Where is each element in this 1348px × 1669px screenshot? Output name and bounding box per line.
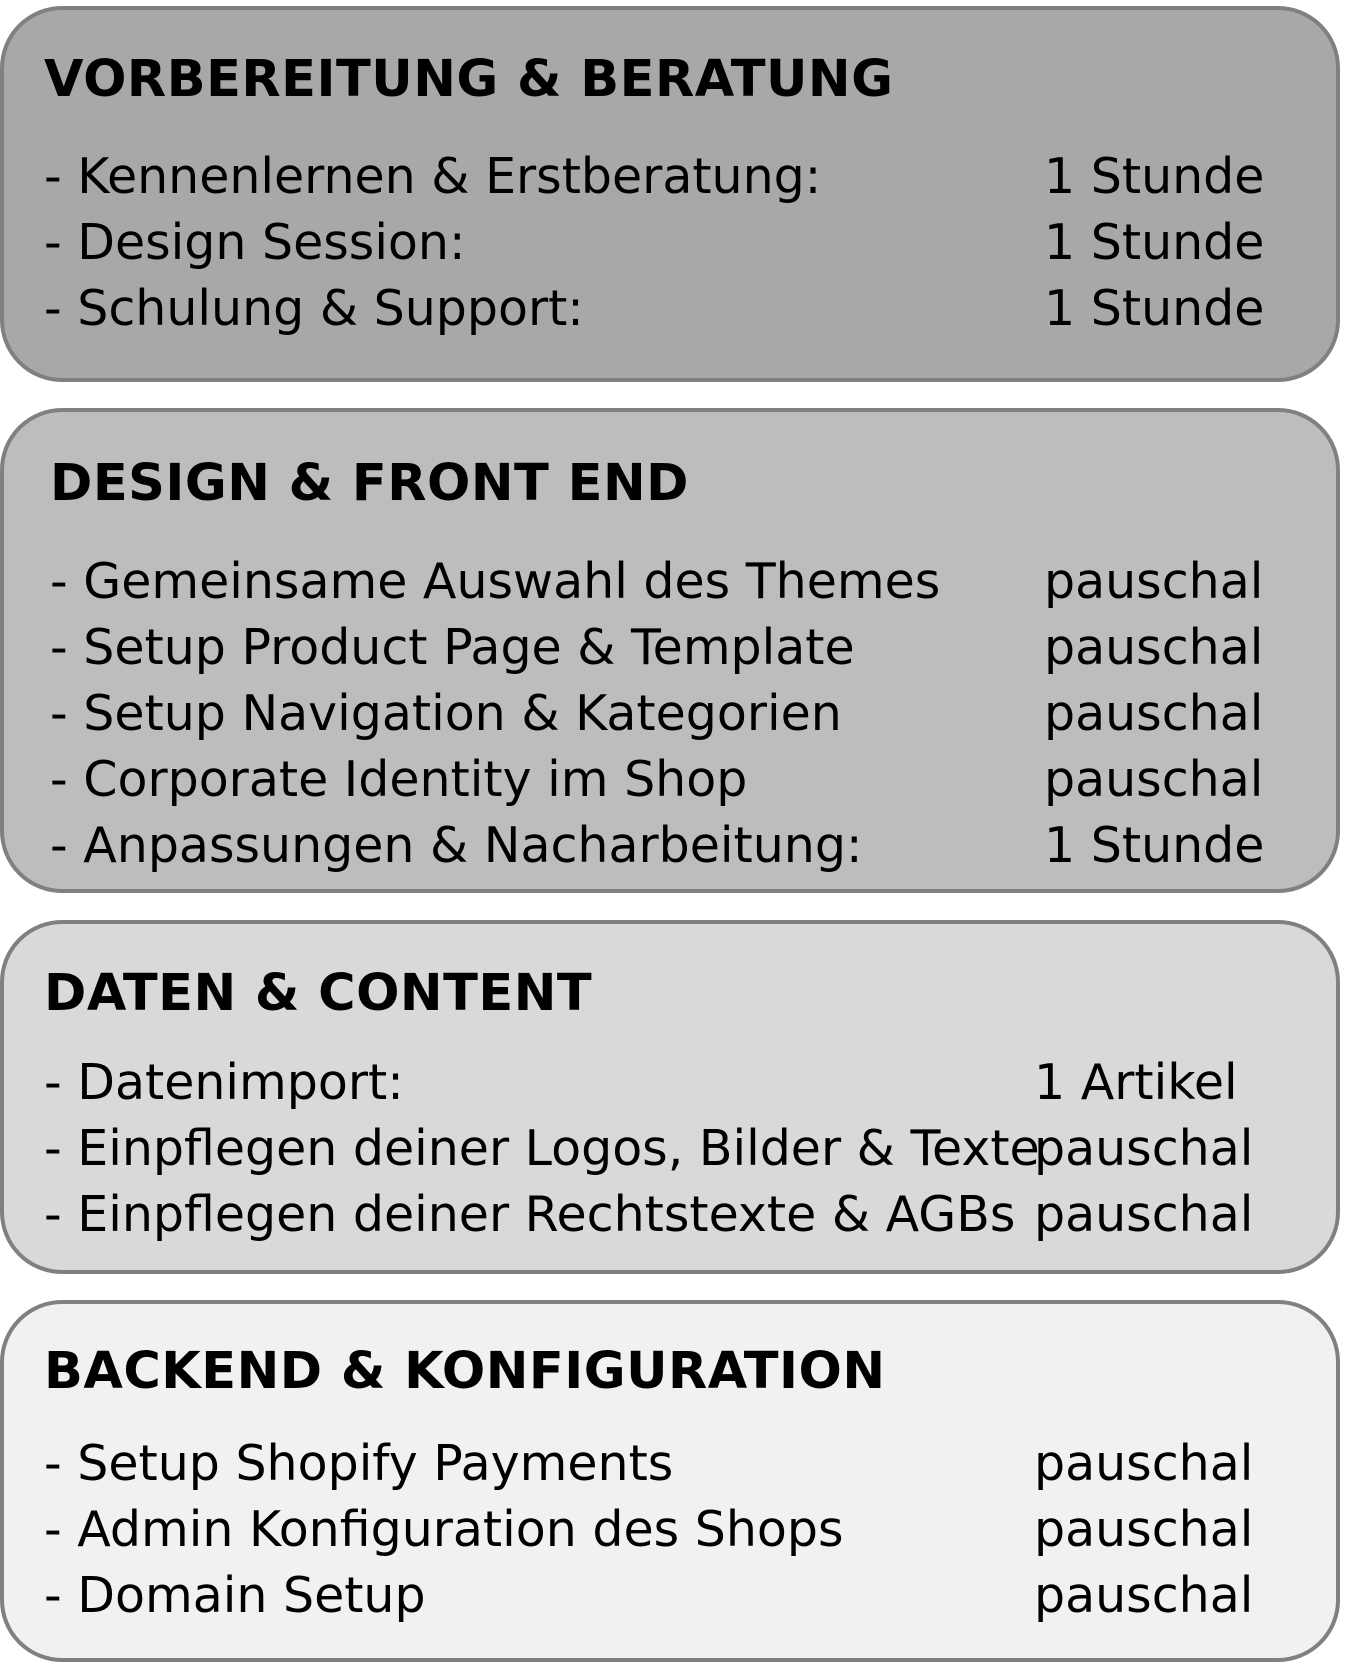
section-title: DATEN & CONTENT [44, 964, 593, 1023]
item-label: - Setup Product Page & Template [50, 619, 855, 676]
section-title: BACKEND & KONFIGURATION [44, 1342, 886, 1401]
list-item [44, 144, 1296, 210]
section-title: VORBEREITUNG & BERATUNG [44, 50, 894, 109]
section-daten-content [0, 920, 1340, 1274]
item-label: - Einpflegen deiner Rechtstexte & AGBs [44, 1186, 1016, 1243]
item-label: - Setup Shopify Payments [44, 1435, 674, 1492]
item-label: - Kennenlernen & Erstberatung: [44, 148, 822, 205]
item-list [44, 1050, 1296, 1248]
list-item [50, 681, 1296, 747]
list-item [50, 747, 1296, 813]
list-item [50, 549, 1296, 615]
item-amount: pauschal [1034, 1186, 1254, 1243]
item-amount: 1 Stunde [1044, 214, 1265, 271]
item-list [50, 549, 1296, 879]
list-item [50, 813, 1296, 879]
item-amount: pauschal [1034, 1567, 1254, 1624]
item-amount: 1 Stunde [1044, 280, 1265, 337]
item-label: - Einpflegen deiner Logos, Bilder & Texte [44, 1120, 1040, 1177]
list-item [44, 1563, 1296, 1629]
item-list [44, 144, 1296, 342]
section-design-front-end [0, 408, 1340, 893]
item-label: - Admin Konfiguration des Shops [44, 1501, 844, 1558]
item-label: - Anpassungen & Nacharbeitung: [50, 817, 863, 874]
list-item [44, 1497, 1296, 1563]
section-vorbereitung-beratung [0, 6, 1340, 382]
item-amount: pauschal [1044, 619, 1264, 676]
section-title: DESIGN & FRONT END [50, 454, 689, 513]
item-amount: pauschal [1034, 1120, 1254, 1177]
item-label: - Domain Setup [44, 1567, 426, 1624]
item-list [44, 1431, 1296, 1629]
list-item [50, 615, 1296, 681]
item-amount: 1 Stunde [1044, 148, 1265, 205]
list-item [44, 210, 1296, 276]
item-label: - Design Session: [44, 214, 466, 271]
list-item [44, 1116, 1296, 1182]
section-backend-konfiguration [0, 1300, 1340, 1662]
item-amount: pauschal [1034, 1501, 1254, 1558]
list-item [44, 276, 1296, 342]
item-label: - Setup Navigation & Kategorien [50, 685, 842, 742]
item-amount: pauschal [1044, 553, 1264, 610]
item-label: - Schulung & Support: [44, 280, 584, 337]
item-label: - Corporate Identity im Shop [50, 751, 748, 808]
item-amount: 1 Artikel [1034, 1054, 1238, 1111]
item-amount: pauschal [1044, 751, 1264, 808]
item-amount: pauschal [1034, 1435, 1254, 1492]
item-amount: pauschal [1044, 685, 1264, 742]
list-item [44, 1431, 1296, 1497]
list-item [44, 1182, 1296, 1248]
list-item [44, 1050, 1296, 1116]
item-label: - Datenimport: [44, 1054, 404, 1111]
item-label: - Gemeinsame Auswahl des Themes [50, 553, 941, 610]
item-amount: 1 Stunde [1044, 817, 1265, 874]
